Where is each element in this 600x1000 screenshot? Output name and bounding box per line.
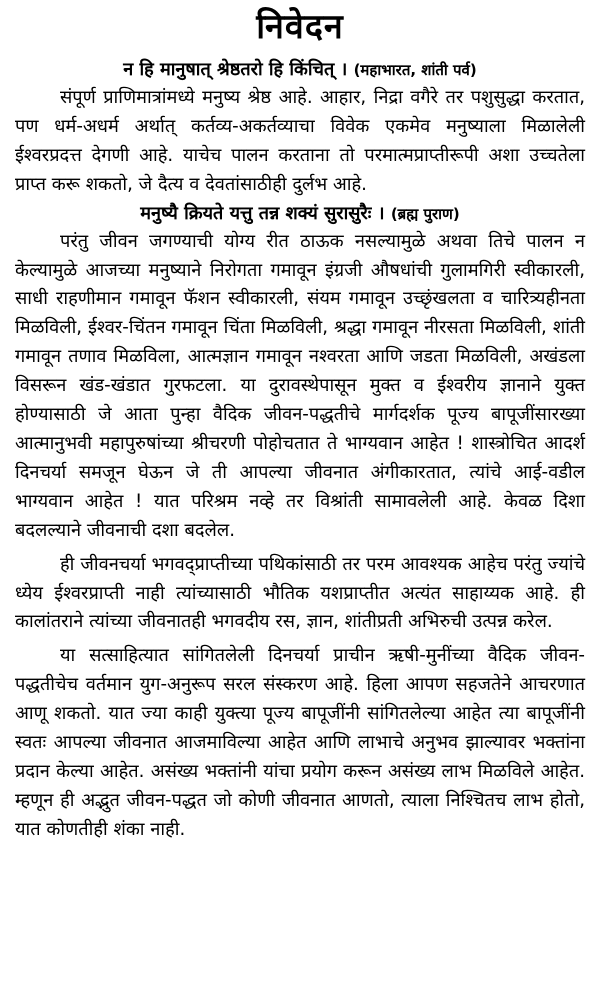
quote-text: न हि मानुषात् श्रेष्ठतरो हि किंचित् । xyxy=(123,59,348,80)
sanskrit-quote-mahabharata xyxy=(15,56,585,84)
quote-source: (महाभारत, शांती पर्व) xyxy=(353,61,477,79)
sanskrit-quote-brahma-purana xyxy=(15,200,585,228)
quote-source: (ब्रह्म पुराण) xyxy=(390,204,460,223)
paragraph-2: परंतु जीवन जगण्याची योग्य रीत ठाऊक नसल्यामुळे अथवा तिचे पालन न केल्यामुळे आजच्या मनुष्याने निरोगता गमावून इंग्रजी औषधांची गुलामगिरी स्वीकारली, साधी राहणीमान गमावून फॅशन स्वीकारली, संयम गमावून उच्छृंखलता व चारित्र्यहीनता मिळविली, ईश्वर-चिंतन गमावून चिंता मिळविली, श्रद्धा गमावून नीरसता मिळविली, शांती गमावून तणाव मिळविला, आत्मज्ञान गमावून नश्वरता आणि जडता मिळविली, अखंडला विसरून खंड-खंडात गुरफटला. या दुरावस्थेपासून मुक्त व ईश्वरीय ज्ञानाने युक्त होण्यासाठी जे आता पुन्हा वैदिक जीवन-पद्धतीचे मार्गदर्शक पूज्य बापूजींसारख्या आत्मानुभवी महापुरुषांच्या श्रीचरणी पोहोचतात ते भाग्यवान आहेत ! शास्त्रोचित आदर्श दिनचर्या समजून घेऊन जे ती आपल्या जीवनात अंगीकारतात, त्यांचे आई-वडील भाग्यवान आहेत ! यात परिश्रम नव्हे तर विश्रांती सामावलेली आहे. केवळ दिशा बदलल्याने जीवनाची दशा बदलेल. xyxy=(15,230,585,541)
paragraph-3: ही जीवनचर्या भगवद्प्राप्तीच्या पथिकांसाठी तर परम आवश्यक आहेच परंतु ज्यांचे ध्येय ईश्वरप्राप्ती नाही त्यांच्यासाठी भौतिक यशप्राप्तीत अत्यंत साहाय्यक आहे. ही कालांतराने त्यांच्या जीवनातही भगवदीय रस, ज्ञान, शांतीप्रती अभिरुची उत्पन्न करेल. xyxy=(15,553,585,633)
paragraph-4: या सत्साहित्यात सांगितलेली दिनचर्या प्राचीन ऋषी-मुनींच्या वैदिक जीवन-पद्धतीचेच वर्तमान युग-अनुरूप सरल संस्करण आहे. हिला आपण सहजतेने आचरणात आणू शकतो. यात ज्या काही युक्त्या पूज्य बापूजींनी सांगितलेल्या आहेत त्या बापूजींनी स्वतः आपल्या जीवनात आजमाविल्या आहेत आणि लाभाचे अनुभव झाल्यावर भक्तांना प्रदान केल्या आहेत. असंख्य भक्तांनी यांचा प्रयोग करून असंख्य लाभ मिळविले आहेत. म्हणून ही अद्भुत जीवन-पद्धत जो कोणी जीवनात आणतो, त्याला निश्चितच लाभ होतो, यात कोणतीही शंका नाही. xyxy=(15,645,585,840)
page-title: निवेदन xyxy=(256,7,344,47)
quote-text: मनुष्यै क्रियते यत्तु तन्न शक्यं सुरासुरैः । xyxy=(140,202,385,224)
paragraph-1: संपूर्ण प्राणिमात्रांमध्ये मनुष्य श्रेष्ठ आहे. आहार, निद्रा वगैरे तर पशुसुद्धा करतात, पण धर्म-अधर्म अर्थात् कर्तव्य-अकर्तव्याचा विवेक एकमेव मनुष्याला मिळालेली ईश्वरप्रदत्त देगणी आहे. याचेच पालन करताना तो परमात्मप्राप्तीरूपी अशा उच्चतेला प्राप्त करू शकतो, जे दैत्य व देवतांसाठीही दुर्लभ आहे. xyxy=(15,87,585,195)
